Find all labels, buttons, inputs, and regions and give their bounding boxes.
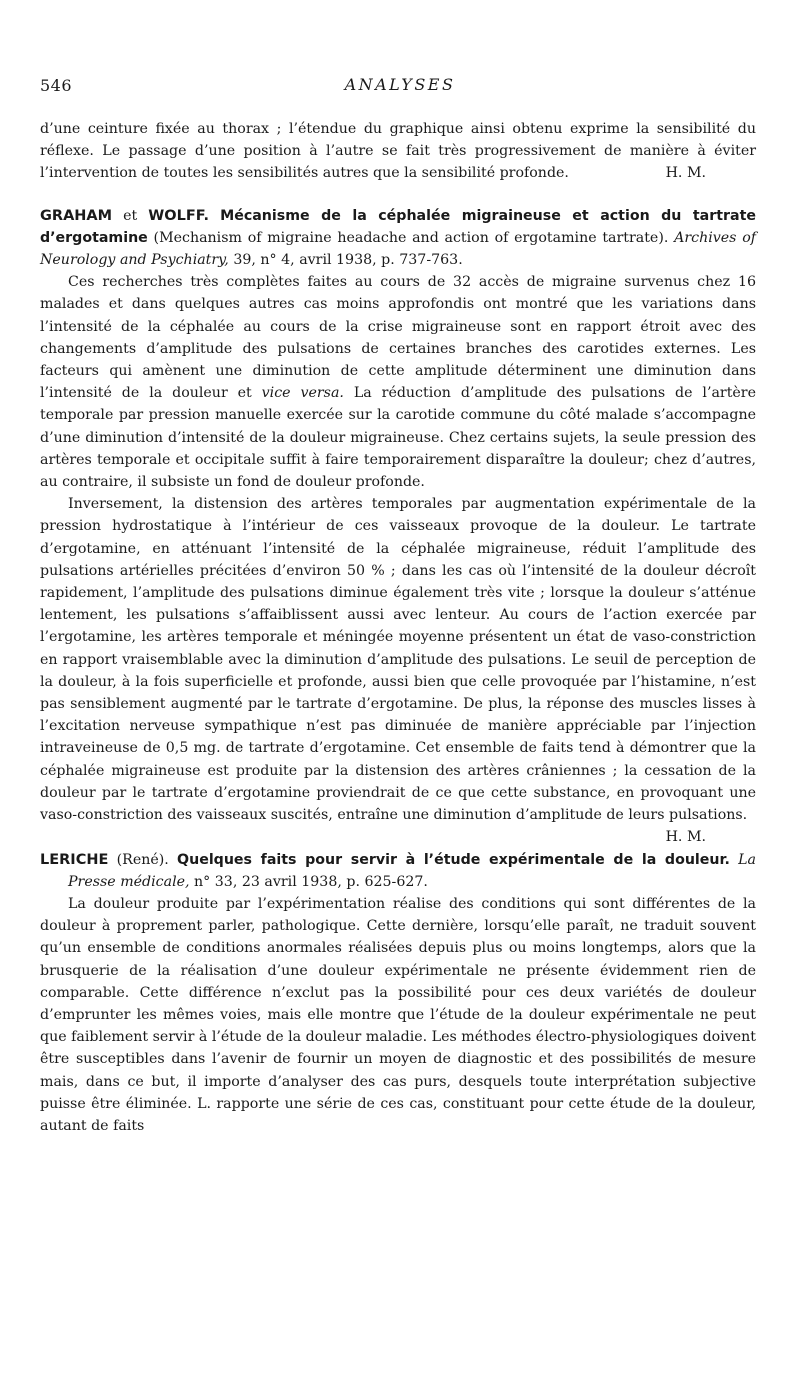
entry1-para1-b: La réduction d’amplitude des pulsations de l’artère temporale par pression manuelle exercée sur la carotide commune du côté malade s’accompagne d’une diminution d’intensité de la douleur migraineuse. Chez certains sujets, la seule pression des artères temporale et occipitale suffit à faire temporairement disparaître la douleur; chez d’autres, au contraire, il subsiste un fond de douleur profonde. <box>40 385 756 491</box>
entry1-author: GRAHAM <box>40 207 113 224</box>
page-body <box>40 118 756 1137</box>
entry1-para2: Inversement, la distension des artères temporales par augmentation expérimentale de la pression hydrostatique à l’intérieur de ces vaisseaux provoque de la douleur. Le tartrate d’ergotamine, en atténuant l’intensité de la céphalée migraineuse, réduit l’amplitude des pulsations artérielles précitées d’environ 50 % ; dans les cas où l’intensité de la douleur décroît rapidement, l’amplitude des pulsations diminue également très vite ; lorsque la douleur s’atténue lentement, les pulsations s’affaiblissent aussi avec lenteur. Au cours de l’action exercée par l’ergotamine, les artères temporale et méningée moyenne présentent un état de vaso-constriction en rapport vraisemblable avec la diminution d’amplitude des pulsations. Le seuil de perception de la douleur, à la fois superficielle et profonde, aussi bien que celle provoquée par l’histamine, n’est pas sensiblement augmenté par le tartrate d’ergotamine. De plus, la réponse des muscles lisses à l’excitation nerveuse sympathique n’est pas diminuée de manière appréciable par l’injection intraveineuse de 0,5 mg. de tartrate d’ergotamine. Cet ensemble de faits tend à démontrer que la céphalée migraineuse est produite par la distension des artères crâniennes ; la cessation de la douleur par le tartrate d’ergotamine proviendrait de ce que cette substance, en provoquant une vaso-constriction des vaisseaux suscités, entraîne une diminution d’amplitude de leurs pulsations. <box>40 496 756 824</box>
entry1-author2: WOLFF. <box>148 207 210 224</box>
entry2-para1: La douleur produite par l’expérimentation réalise des conditions qui sont différentes de la douleur à proprement parler, pathologique. Cette dernière, lorsqu’elle paraît, ne traduit souvent qu’un ensemble de conditions anormales réalisées depuis plus ou moins longtemps, alors que la brusquerie de la réalisation d’une douleur expérimentale ne présente évidemment rien de comparable. Cette différence n’exclut pas la possibilité pour ces deux variétés de douleur d’emprunter les mêmes voies, mais elle montre que l’étude de la douleur expérimentale ne peut que faiblement servir à l’étude de la douleur maladie. Les méthodes électro-physiologiques doivent être susceptibles dans l’avenir de fournir un moyen de diagnostic et des possibilités de mesure mais, dans ce but, il importe d’analyser des cas purs, desquels toute interprétation subjective puisse être éliminée. L. rapporte une série de ces cas, constituant pour cette étude de la douleur, autant de faits <box>40 895 756 1134</box>
page-number: 546 <box>40 76 73 95</box>
entry1-citation: 39, n° 4, avril 1938, p. 737-763. <box>233 252 463 269</box>
entry2-first-name: (René). <box>116 851 169 868</box>
entry1-para1-a: Ces recherches très complètes faites au cours de 32 accès de migraine survenus chez 16 malades et dans quelques autres cas moins approfondis ont montré que les variations dans l’intensité de la céphalée au cours de la crise migraineuse sont en rapport étroit avec des changements d’amplitude des pulsations de certaines branches des carotides externes. Les facteurs qui amènent une diminution de cette amplitude déterminent une diminution dans l’intensité de la douleur et <box>40 274 756 402</box>
entry2-journal: La Presse médicale, <box>68 851 756 890</box>
entry1-connector: et <box>123 207 138 224</box>
entry1-paragraph-2 <box>40 493 756 846</box>
entry1-english-title: (Mechanism of migraine headache and action of ergotamine tartrate). <box>153 229 669 246</box>
running-title: ANALYSES <box>344 75 456 94</box>
entry0-paragraph <box>40 118 756 185</box>
entry0-text: d’une ceinture fixée au thorax ; l’étendue du graphique ainsi obtenu exprime la sensibilité du réflexe. Le passage d’une position à l’autre se fait très progressivement de manière à éviter l’intervention de toutes les sensibilités autres que la sensibilité profonde. <box>40 121 756 182</box>
entry1-para1-vice: vice versa. <box>261 385 344 402</box>
entry2-paragraph-1 <box>40 893 756 1137</box>
entry1-title: Mécanisme de la céphalée migraineuse et action du tartrate d’ergotamine <box>40 207 756 246</box>
entry2-heading <box>40 849 756 893</box>
entry1-journal: Archives of Neurology and Psychiatry, <box>40 229 756 269</box>
entry1-signature: H. M. <box>665 829 706 846</box>
entry2-citation: n° 33, 23 avril 1938, p. 625-627. <box>194 873 428 890</box>
entry1-paragraph-1 <box>40 271 756 493</box>
entry0-signature: H. M. <box>665 165 706 182</box>
entry2-author: LERICHE <box>40 851 109 868</box>
entry1-heading <box>40 205 756 272</box>
entry2-title: Quelques faits pour servir à l’étude expérimentale de la douleur. <box>177 851 730 868</box>
